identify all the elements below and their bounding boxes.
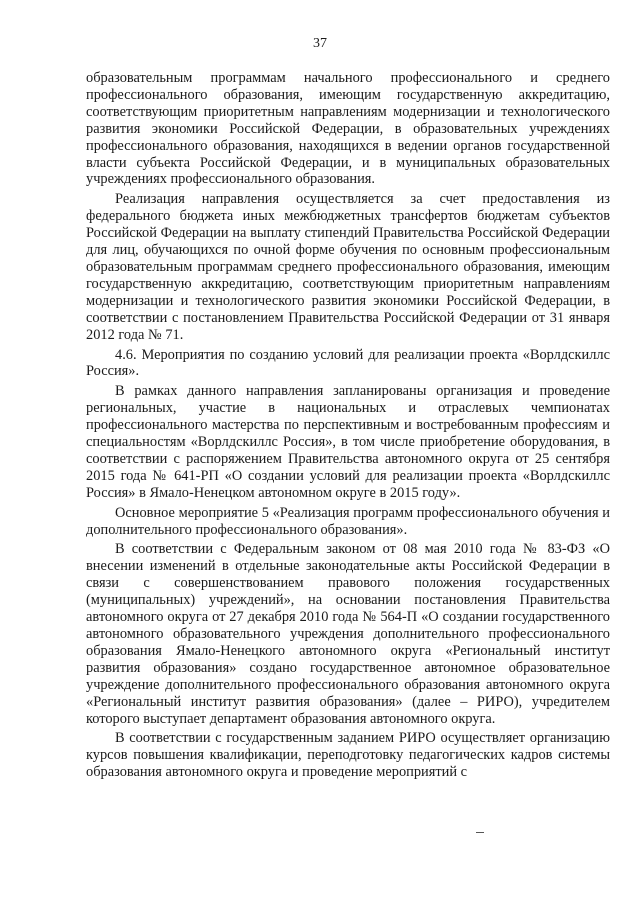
page-number: 37 <box>313 36 327 51</box>
paragraph-2: Реализация направления осуществляется за счет предоставления из федерального бюджета иных межбюджетных трансфертов бюджетам субъектов Российской Федерации на выплату стипендий Правительства Российской Федерации для лиц, обучающихся по очной форме обучения по основным профессиональным образовательным программам среднего профессионального образования, имеющим государственную аккредитацию, соответствующим приоритетным направлениям модернизации и технологического развития экономики Российской Федерации, в соответствии с постановлением Правительства Российской Федерации от 31 января 2012 года № 71. <box>86 191 610 343</box>
paragraph-4: В соответствии с Федеральным законом от 08 мая 2010 года № 83-ФЗ «О внесении изменений в отдельные законодательные акты Российской Федерации в связи с совершенствованием правового положения государственных (муниципальных) учреждений», на основании постановления Правительства автономного округа от 27 декабря 2010 года № 564-П «О создании государственного автономного образовательного учреждения дополнительного профессионального образования Ямало-Ненецкого автономного округа «Региональный институт развития образования» создано государственное автономное образовательное учреждение дополнительного профессионального образования автономного округа «Региональный институт развития образования» (далее – РИРО), учредителем которого выступает департамент образования автономного округа. <box>86 541 610 727</box>
scan-mark <box>476 832 484 833</box>
document-body <box>86 70 610 784</box>
paragraph-1: образовательным программам начального профессионального и среднего профессионального образования, имеющим государственную аккредитацию, соответствующим приоритетным направлениям модернизации и технологического развития экономики Российской Федерации, в образовательных учреждениях профессионального образования, находящихся в ведении органов государственной власти субъекта Российской Федерации, и в муниципальных образовательных учреждениях профессионального образования. <box>86 70 610 188</box>
paragraph-5: В соответствии с государственным заданием РИРО осуществляет организацию курсов повышения квалификации, переподготовку педагогических кадров системы образования автономного округа и проведение мероприятий с <box>86 730 610 781</box>
paragraph-3: В рамках данного направления запланированы организация и проведение региональных, участие в национальных и отраслевых чемпионатах профессионального мастерства по перспективным и востребованным профессиям и специальностям «Ворлдскиллс Россия», в том числе приобретение оборудования, в соответствии с распоряжением Правительства автономного округа от 25 сентября 2015 года № 641-РП «О создании условий для реализации проекта «Ворлдскиллс Россия» в Ямало-Ненецком автономном округе в 2015 году». <box>86 383 610 501</box>
main-activity-5-heading: Основное мероприятие 5 «Реализация программ профессионального обучения и дополнительного профессионального образования». <box>86 504 610 538</box>
section-heading-4-6: 4.6. Мероприятия по созданию условий для реализации проекта «Ворлдскиллс Россия». <box>86 346 610 380</box>
